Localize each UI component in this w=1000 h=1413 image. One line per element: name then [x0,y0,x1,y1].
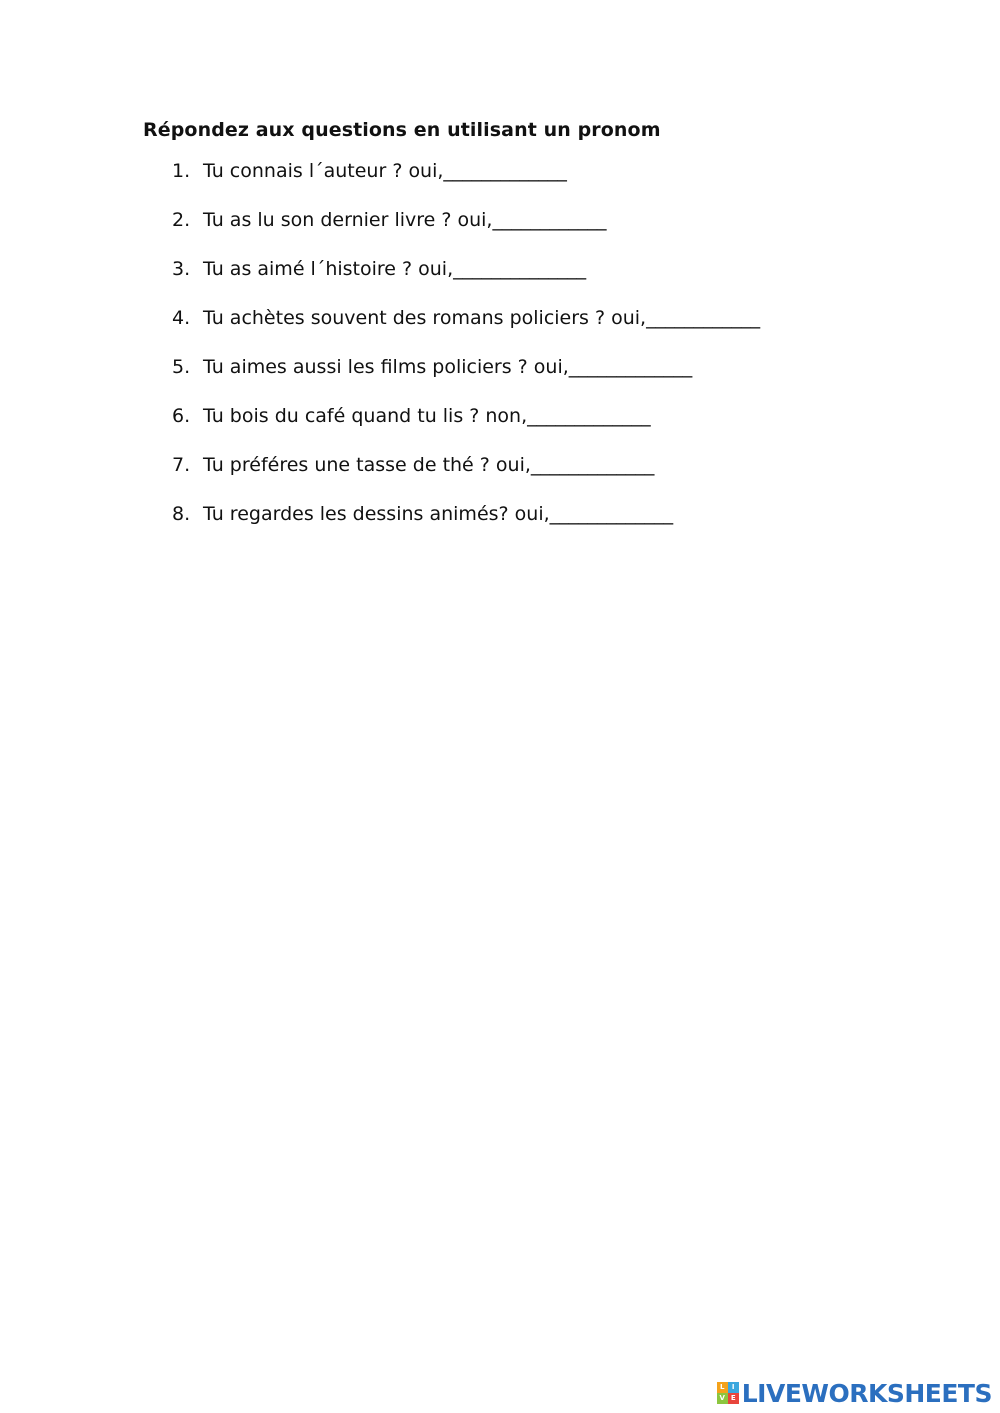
logo-icon-letter: E [728,1393,739,1404]
question-item-6 [172,403,760,452]
question-item-8 [172,501,760,550]
question-number: 2. [172,209,191,231]
question-item-2 [172,207,760,256]
question-text: Tu achètes souvent des romans policiers ? oui,____________ [203,307,761,329]
question-item-4 [172,305,760,354]
question-text: Tu as aimé l´histoire ? oui,______________ [203,258,587,280]
question-number: 1. [172,160,191,182]
question-item-5 [172,354,760,403]
question-item-1 [172,158,760,207]
question-number: 7. [172,454,191,476]
question-text: Tu connais l´auteur ? oui,_____________ [203,160,567,182]
question-item-7 [172,452,760,501]
question-text: Tu as lu son dernier livre ? oui,____________ [203,209,607,231]
question-number: 5. [172,356,191,378]
worksheet-title: Répondez aux questions en utilisant un pronom [143,119,661,141]
question-number: 3. [172,258,191,280]
question-list [172,158,760,550]
logo-wordmark: LIVEWORKSHEETS [741,1378,992,1408]
liveworksheets-logo [717,1379,992,1407]
question-item-3 [172,256,760,305]
question-text: Tu aimes aussi les films policiers ? oui,_____________ [203,356,693,378]
question-text: Tu préféres une tasse de thé ? oui,_____________ [203,454,655,476]
question-text: Tu bois du café quand tu lis ? non,_____________ [203,405,651,427]
logo-icon-letter: L [717,1382,728,1393]
logo-icon-letter: I [728,1382,739,1393]
question-text: Tu regardes les dessins animés? oui,_____________ [203,503,674,525]
question-number: 8. [172,503,191,525]
question-number: 4. [172,307,191,329]
logo-icon-letter: V [717,1393,728,1404]
question-number: 6. [172,405,191,427]
liveworksheets-logo-icon [717,1382,739,1404]
